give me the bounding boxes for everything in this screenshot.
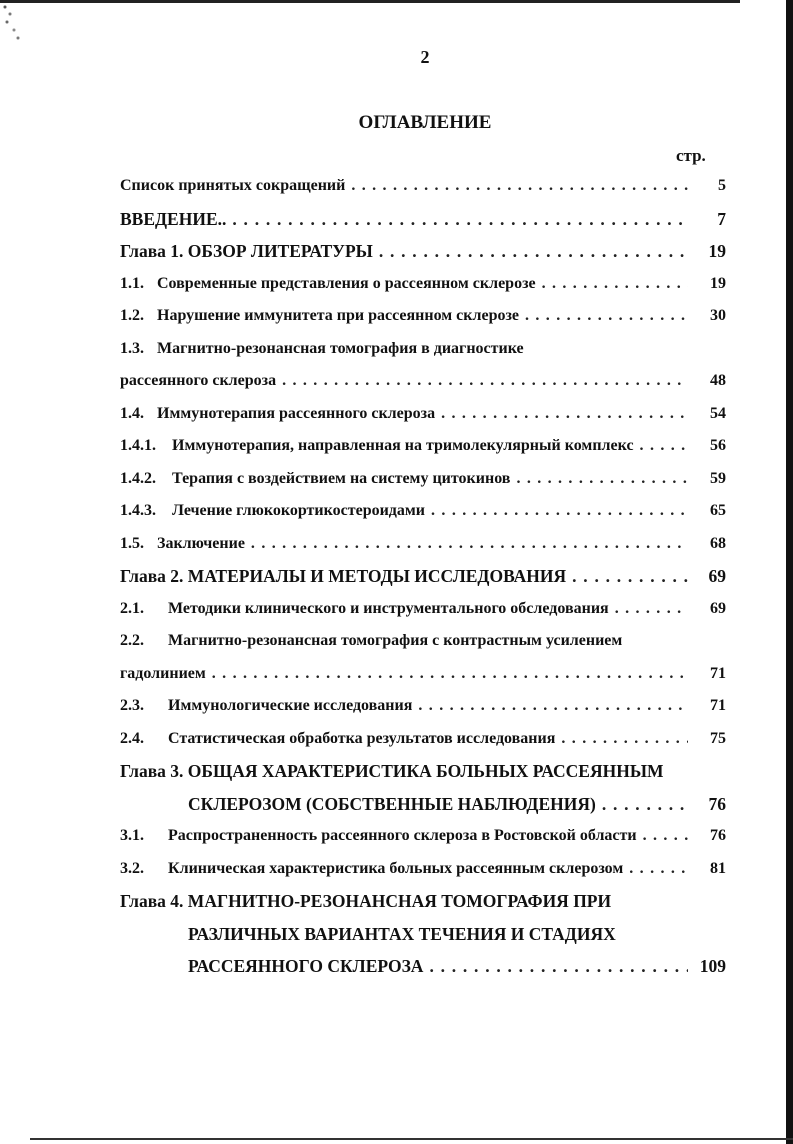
toc-entry-1-2[interactable] [120, 300, 726, 333]
toc-entry-chapter-4-line-3[interactable] [120, 950, 726, 983]
bottom-scan-border [30, 1138, 793, 1140]
dot-leader [441, 398, 688, 431]
toc-entry-page: 19 [710, 274, 726, 292]
dot-leader [351, 170, 688, 203]
dot-leader [379, 235, 688, 268]
toc-entry-text: Лечение глюкокортикостероидами [172, 502, 426, 519]
toc-entry-page: 19 [708, 241, 726, 261]
section-number: 2.4. [120, 729, 144, 747]
dot-leader [629, 853, 688, 886]
dot-leader [429, 950, 688, 983]
toc-entry-abbreviations[interactable] [120, 170, 726, 203]
toc-entry-page: 76 [708, 793, 726, 814]
toc-entry-text: Список принятых сокращений [120, 177, 346, 194]
section-number: 2.1. [120, 599, 144, 617]
toc-entry-chapter-2[interactable] [120, 560, 726, 593]
toc-entry-3-1[interactable] [120, 820, 726, 853]
toc-entry-text: Иммунотерапия, направленная на тримолекулярный комплекс [172, 437, 634, 454]
toc-entry-text: Глава 3. ОБЩАЯ ХАРАКТЕРИСТИКА БОЛЬНЫХ РАССЕЯННЫМ [120, 761, 664, 781]
dot-leader [418, 690, 688, 723]
toc-entry-page: 5 [718, 177, 726, 194]
right-scan-border [786, 0, 793, 1144]
toc-entry-text: РАЗЛИЧНЫХ ВАРИАНТАХ ТЕЧЕНИЯ И СТАДИЯХ [188, 923, 616, 944]
toc-entry-1-3-line-1[interactable] [120, 333, 726, 366]
dot-leader [542, 268, 688, 301]
toc-entry-text: Распространенность рассеянного склероза в Ростовской области [168, 827, 637, 844]
section-number: 2.2. [120, 632, 144, 649]
toc-entry-chapter-4-line-2[interactable] [120, 918, 726, 951]
page-column-label: стр. [676, 146, 706, 165]
dot-leader [232, 203, 688, 236]
toc-entry-chapter-1[interactable] [120, 235, 726, 268]
toc-entry-text: Иммунотерапия рассеянного склероза [157, 404, 436, 422]
top-scan-border [0, 0, 740, 3]
toc-entry-text: Нарушение иммунитета при рассеянном склерозе [157, 307, 519, 324]
toc-entry-text: рассеянного склероза [120, 372, 277, 389]
toc-entry-chapter-3-line-1[interactable] [120, 755, 726, 788]
toc-entry-page: 109 [699, 956, 726, 976]
dot-leader [561, 723, 688, 756]
toc-entry-text: Глава 4. МАГНИТНО-РЕЗОНАНСНАЯ ТОМОГРАФИЯ ПРИ [120, 891, 612, 911]
dot-leader [602, 788, 688, 821]
toc-entry-page: 7 [717, 208, 726, 229]
toc-entry-page: 54 [710, 404, 726, 422]
toc-entry-text: СКЛЕРОЗОМ (СОБСТВЕННЫЕ НАБЛЮДЕНИЯ) [188, 793, 596, 814]
toc-entry-page: 65 [710, 502, 726, 519]
toc-entry-1-4[interactable] [120, 398, 726, 431]
dot-leader [572, 560, 688, 593]
toc-entry-text: Иммунологические исследования [168, 697, 413, 714]
dot-leader [212, 658, 688, 691]
toc-entry-1-1[interactable] [120, 268, 726, 301]
section-number: 1.5. [120, 534, 144, 552]
toc-entry-3-2[interactable] [120, 853, 726, 886]
toc-entry-text: Магнитно-резонансная томография с контрастным усилением [168, 632, 623, 649]
toc-entry-text: Статистическая обработка результатов исследования [168, 729, 556, 747]
toc-entry-2-4[interactable] [120, 723, 726, 756]
toc-entry-page: 68 [710, 534, 726, 552]
scan-artifact [2, 4, 24, 44]
toc-entry-chapter-3-line-2[interactable] [120, 788, 726, 821]
toc-entry-text: Терапия с воздействием на систему цитокинов [172, 469, 511, 487]
toc-entry-1-4-1[interactable] [120, 430, 726, 463]
toc-entry-page: 71 [710, 697, 726, 714]
toc-entry-page: 48 [710, 372, 726, 389]
toc-entry-2-3[interactable] [120, 690, 726, 723]
toc-entry-page: 69 [710, 599, 726, 617]
table-of-contents [120, 170, 726, 983]
page-title: ОГЛАВЛЕНИЕ [358, 112, 492, 133]
section-number: 1.4.1. [120, 437, 156, 454]
toc-entry-text: Заключение [157, 534, 245, 552]
toc-entry-page: 56 [710, 437, 726, 454]
section-number: 3.1. [120, 827, 144, 844]
section-number: 1.2. [120, 307, 144, 324]
toc-entry-2-2-line-2[interactable] [120, 658, 726, 691]
section-number: 1.4.3. [120, 502, 156, 519]
toc-entry-text: Современные представления о рассеянном склерозе [157, 274, 536, 292]
toc-entry-1-5[interactable] [120, 528, 726, 561]
toc-entry-chapter-4-line-1[interactable] [120, 885, 726, 918]
page-number: 2 [420, 47, 430, 67]
dot-leader [516, 463, 688, 496]
dot-leader [282, 365, 688, 398]
section-number: 1.4. [120, 404, 144, 422]
dot-leader [431, 495, 688, 528]
toc-entry-page: 59 [710, 469, 726, 487]
dot-leader [251, 528, 688, 561]
toc-entry-2-2-line-1[interactable] [120, 625, 726, 658]
toc-entry-1-4-2[interactable] [120, 463, 726, 496]
section-number: 2.3. [120, 697, 144, 714]
dot-leader [640, 430, 688, 463]
section-number: 1.4.2. [120, 469, 156, 487]
toc-entry-text: Глава 1. ОБЗОР ЛИТЕРАТУРЫ [120, 241, 373, 261]
toc-entry-2-1[interactable] [120, 593, 726, 626]
toc-entry-text: Методики клинического и инструментального обследования [168, 599, 609, 617]
toc-entry-text: Глава 2. МАТЕРИАЛЫ И МЕТОДЫ ИССЛЕДОВАНИЯ [120, 566, 567, 586]
toc-entry-page: 69 [708, 566, 726, 586]
toc-entry-text: Клиническая характеристика больных рассеянным склерозом [168, 859, 624, 877]
toc-entry-text: РАССЕЯННОГО СКЛЕРОЗА [188, 956, 424, 976]
toc-entry-page: 30 [710, 307, 726, 324]
toc-entry-1-3-line-2[interactable] [120, 365, 726, 398]
dot-leader [643, 820, 688, 853]
toc-entry-text: ВВЕДЕНИЕ.. [120, 208, 227, 229]
toc-entry-page: 75 [710, 729, 726, 747]
toc-entry-text: Магнитно-резонансная томография в диагностике [157, 339, 524, 357]
toc-entry-text: гадолинием [120, 664, 206, 682]
dot-leader [525, 300, 688, 333]
section-number: 3.2. [120, 859, 144, 877]
section-number: 1.1. [120, 274, 144, 292]
toc-entry-page: 76 [710, 827, 726, 844]
toc-entry-1-4-3[interactable] [120, 495, 726, 528]
toc-entry-introduction[interactable] [120, 203, 726, 236]
section-number: 1.3. [120, 339, 144, 357]
toc-entry-page: 71 [710, 664, 726, 682]
dot-leader [615, 593, 688, 626]
toc-entry-page: 81 [710, 859, 726, 877]
